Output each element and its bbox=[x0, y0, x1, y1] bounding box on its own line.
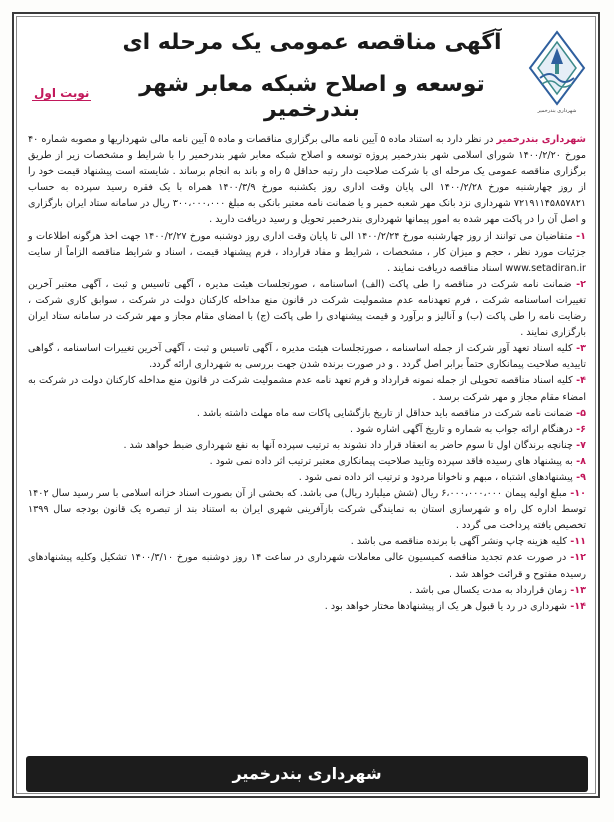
clause-text: ضمانت نامه شرکت در مناقصه را طی پاکت (الف) اساسنامه ، صورتجلسات هیئت مدیره ، آگهی تاسیس و ثبت ، آگهی معتبر آخرین تغییرات اساسنامه شرکت ، فرم تعهدنامه عدم مشمولیت شرکت در قانون منع مداخله کارکنان دولت در شرکت ، سوابق کاری شرکت ، رضایت نامه را طی پاکت (ب) و آنالیز و برآورد و قیمت پیشنهادی را طی پاکت (ج) با امضای مقام مجاز و مهر شرکت در سامانه ستاد ایران بارگزاری نمایند . bbox=[28, 278, 586, 339]
clause-text: به پیشنهاد های رسیده فاقد سپرده وتایید صلاحیت پیمانکاری معتبر ترتیب اثر داده نمی شود . bbox=[209, 455, 573, 467]
clause-number: ۶ bbox=[580, 423, 586, 435]
clause-item bbox=[28, 486, 586, 534]
intro-lead: شهرداری بندرخمیر bbox=[496, 134, 586, 145]
clause-number: ۷ bbox=[580, 439, 586, 451]
clause-dash: - bbox=[572, 375, 581, 387]
clause-text: پیشنهادهای اشتباه ، مبهم و ناخوانا مردود و ترتیب اثر داده نمی شود . bbox=[298, 471, 573, 483]
clause-text: زمان قرارداد به مدت یکسال می باشد . bbox=[409, 584, 567, 596]
clause-number: ۵ bbox=[580, 407, 586, 419]
clause-item bbox=[28, 373, 586, 405]
clause-dash: - bbox=[566, 584, 575, 596]
clause-item bbox=[28, 454, 586, 470]
clause-dash: - bbox=[566, 536, 575, 548]
clause-number: ۱۰ bbox=[574, 488, 586, 500]
clause-number: ۱۴ bbox=[574, 600, 586, 612]
clause-dash: - bbox=[566, 552, 575, 564]
intro-paragraph bbox=[28, 132, 586, 229]
round-badge: نوبت اول bbox=[34, 86, 90, 100]
clause-item bbox=[28, 583, 586, 599]
clause-dash: - bbox=[572, 407, 581, 419]
clause-dash: - bbox=[566, 488, 575, 500]
clause-number: ۲ bbox=[580, 278, 586, 290]
clause-dash: - bbox=[572, 471, 581, 483]
clause-item bbox=[28, 422, 586, 438]
clause-number: ۱۲ bbox=[574, 552, 586, 564]
clause-item bbox=[28, 438, 586, 454]
clause-text: چنانچه برندگان اول تا سوم حاضر به انعقاد قرار داد نشوند به ترتیب سپرده آنها به نفع شهرداری ضبط خواهد شد . bbox=[123, 439, 573, 451]
clause-text: کلیه اسناد مناقصه تحویلی از جمله نمونه قرارداد و فرم تعهد نامه عدم مشمولیت شرکت در قانون منع مداخله کارکنان دولت در شرکت به امضاء مقام مجاز و مهر شرکت برسد . bbox=[28, 375, 586, 403]
clause-number: ۱۳ bbox=[574, 584, 586, 596]
clause-number: ۱۱ bbox=[574, 536, 586, 548]
clause-text: ضمانت نامه شرکت در مناقصه باید حداقل از تاریخ بازگشایی پاکات سه ماه مهلت داشته باشد . bbox=[196, 407, 573, 419]
header bbox=[24, 24, 590, 136]
clause-dash: - bbox=[572, 439, 581, 451]
clause-dash: - bbox=[572, 343, 581, 355]
clause-number: ۹ bbox=[580, 471, 586, 483]
footer-signature: شهرداری بندرخمیر bbox=[232, 764, 382, 783]
intro-text: در نظر دارد به استناد ماده ۵ آیین نامه مالی برگزاری مناقصات و ماده ۵ آیین نامه مالی شهرداریها و مصوبه شماره ۴۰ مورخ ۱۴۰۰/۲/۲۰ شورای اسلامی شهر بندرخمیر پروژه توسعه و اصلاح شبکه معابر شهر بندرخمیر را با شرایط و مشخصات زیر از طریق برگزاری مناقصه عمومی یک مرحله ای با شرکت صلاحیت دار رتبه حداقل ۵ راه و باند به انجام برساند . شایسته است پیشنهاد قیمت خود را از روز چهارشنبه مورخ ۱۴۰۰/۲/۲۸ الی پایان وقت اداری روز یکشنبه مورخ ۱۴۰۰/۳/۹ همراه با یک فقره رسید سپرده به حساب ۷۲۱۹۱۱۴۵۸۵۷۸۲۱ شهرداری نزد بانک مهر شعبه خمیر و یا ضمانت نامه معتبر بانکی به مبلغ ۳۰۰،۰۰۰،۰۰۰ ریال در سامانه ستاد ایران بارگزاری و اصل آن را در پاکت مهر شده به امور پیمانها شهرداری بندرخمیر تحویل و رسید دریافت دارید . bbox=[28, 134, 586, 226]
logo-caption: شهرداری بندرخمیر bbox=[537, 108, 577, 114]
clause-item bbox=[28, 599, 586, 615]
clause-item bbox=[28, 277, 586, 341]
clause-text: در صورت عدم تجدید مناقصه کمیسیون عالی معاملات شهرداری در ساعت ۱۴ روز دوشنبه مورخ ۱۴۰۰/۳/۱۰ تشکیل وکلیه پیشنهادهای رسیده مفتوح و قرائت خواهد شد . bbox=[28, 552, 586, 580]
announcement-body bbox=[28, 132, 586, 615]
clause-item bbox=[28, 470, 586, 486]
clause-item bbox=[28, 406, 586, 422]
municipality-emblem-icon bbox=[526, 28, 588, 108]
clause-number: ۴ bbox=[580, 375, 586, 387]
clause-text: مبلغ اولیه پیمان ۶،۰۰۰،۰۰۰،۰۰۰ ریال (شش میلیارد ریال) می باشد. که بخشی از آن بصورت اسناد خزانه اسلامی با سر رسید سال ۱۴۰۲ توسط اداره کل راه و شهرسازی استان به نمایندگی شرکت بازآفرینی شهری ایران به استناد بند از تبصره یک قانون بودجه سال ۱۳۹۹ تخصیص یافته پرداخت می گردد . bbox=[28, 488, 586, 532]
clause-text: متقاضیان می توانند از روز چهارشنبه مورخ ۱۴۰۰/۲/۲۴ الی تا پایان وقت اداری روز دوشنبه مورخ ۱۴۰۰/۲/۲۷ جهت اخذ هرگونه اطلاعات و جزئیات مورد نظر ، حجم و میزان کار ، مشخصات ، شرایط و مفاد قرارداد ، فرم پیشنهاد قیمت ، اسناد و شرایط مناقصه الزاماً از سایت www.setadiran.ir اسناد مناقصه دریافت نمایند . bbox=[28, 230, 586, 274]
footer-bar bbox=[26, 756, 588, 792]
clause-item bbox=[28, 341, 586, 373]
clause-list bbox=[28, 229, 586, 615]
page-title: آگهی مناقصه عمومی یک مرحله ای bbox=[122, 30, 502, 55]
clause-dash: - bbox=[572, 423, 581, 435]
clause-text: درهنگام ارائه جواب به شماره و تاریخ آگهی اشاره شود . bbox=[349, 423, 573, 435]
clause-number: ۳ bbox=[580, 343, 586, 355]
clause-dash: - bbox=[572, 455, 581, 467]
clause-number: ۱ bbox=[580, 230, 587, 242]
clause-dash: - bbox=[566, 600, 575, 612]
clause-text: کلیه اسناد تعهد آور شرکت از جمله اساسنامه ، صورتجلسات هیئت مدیره ، آگهی تاسیس و ثبت ، آگهی آخرین تغییرات اساسنامه ، گواهی تاییدیه صلاحیت پیمانکاری حتماً برابر اصل گردد . و در صورت برنده شدن جهت بررسی به شهرداری ارائه گردد. bbox=[28, 343, 586, 371]
page-subtitle: توسعه و اصلاح شبکه معابر شهر بندرخمیر bbox=[139, 72, 485, 122]
clause-text: شهرداری در رد یا قبول هر یک از پیشنهادها مختار خواهد بود . bbox=[324, 600, 567, 612]
clause-dash: - bbox=[572, 230, 581, 242]
clause-number: ۸ bbox=[580, 455, 586, 467]
clause-item bbox=[28, 550, 586, 582]
clause-text: کلیه هزینه چاپ ونشر آگهی با برنده مناقصه می باشد . bbox=[350, 536, 567, 548]
clause-item bbox=[28, 229, 586, 277]
clause-item bbox=[28, 534, 586, 550]
clause-dash: - bbox=[571, 278, 581, 290]
